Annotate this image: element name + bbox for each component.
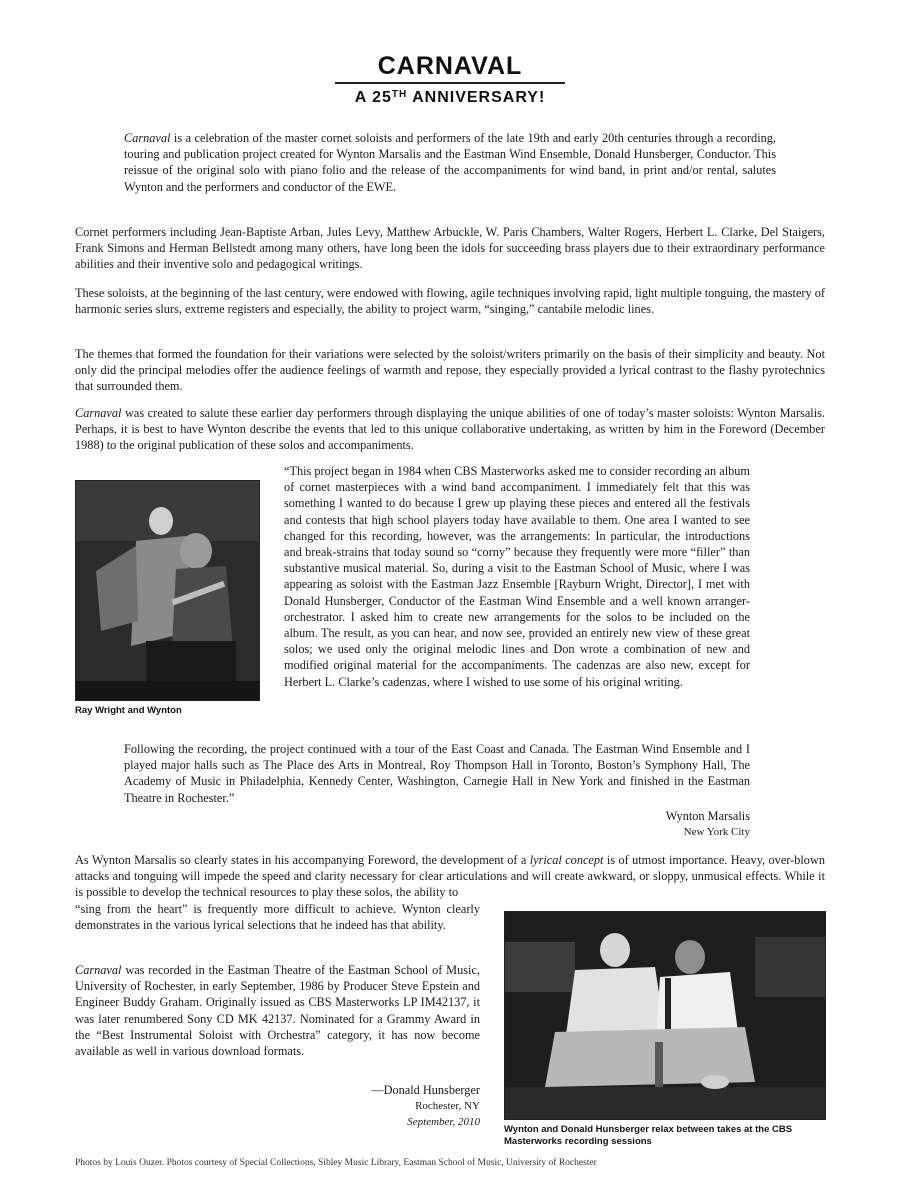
paragraph-lyrical-concept — [75, 852, 825, 901]
c2-text: was recorded in the Eastman Theatre of the Eastman School of Music, University of Rochester, in early September, 1986 by Producer Steve Epstein and Engineer Buddy Graham. Originally issued as CBS Masterworks LP IM42137, it was later renumbered Sony CD MK 42137. Nominated for a Grammy Award in the “Best Instrumental Soloist with Orchestra” category, it has now become available as well in various download formats. — [75, 963, 480, 1059]
subtitle-prefix: A 25 — [354, 89, 392, 106]
page-title: CARNAVAL — [377, 52, 523, 80]
page-subtitle — [0, 89, 900, 107]
closing-signature-date: September, 2010 — [407, 1116, 480, 1129]
photo-ray-wright-and-wynton — [75, 480, 260, 701]
subtitle-suffix: ANNIVERSARY! — [407, 89, 546, 106]
photo1-caption: Ray Wright and Wynton — [75, 705, 182, 716]
paragraph-soloists: These soloists, at the beginning of the last century, were endowed with flowing, agile techniques involving rapid, light multiple tonguing, the mastery of harmonic series slurs, extreme registers and especially, the ability to project warm, “singing,” cantabile melodic lines. — [75, 286, 825, 317]
quote-paragraph-2: Following the recording, the project continued with a tour of the East Coast and Canada. The Eastman Wind Ensemble and I played major halls such as The Place des Arts in Montreal, Roy Thompson Hall in Toronto, Boston’s Symphony Hall, The Academy of Music in Philadelphia, Kennedy Center, Washington, Carnegie Hall in New York and finished in the Eastman Theatre in Rochester.” — [124, 742, 750, 805]
quote-paragraph-1: “This project began in 1984 when CBS Masterworks asked me to consider recording an album of cornet masterpieces with a wind band accompaniment. I immediately felt that this was something I wanted to do because I grew up playing these pieces and entered all the festivals and contests that high school players today have available to them. One area I wanted to see changed for this recording, however, was the arrangements: In particular, the introductions and break-strains that today sound so “corny” because they frequently were more “filler” than substantive musical material. So, during a visit to the Eastman School of Music, where I was appearing as soloist with the Eastman Jazz Ensemble [Rayburn Wright, Director], I met with Donald Hunsberger, Conductor of the Eastman Wind Ensemble and a well known arranger-orchestrator. I asked him to create new arrangements for the solos to be included on the album. The result, as you can hear, and now see, provided an entirely new view of these great solos; we used only the original melodic lines and Don wrote a combination of new and modified original material for the accompaniments. The cadenzas are also new, except for Herbert L. Clarke’s cadenzas, where I wished to use some of his original writing. — [284, 464, 750, 689]
title-divider — [335, 82, 565, 84]
photo2-caption: Wynton and Donald Hunsberger relax between takes at the CBS Masterworks recording sessions — [504, 1124, 793, 1147]
paragraph-recording-details — [75, 962, 480, 1059]
photo-hunsberger-image — [505, 912, 825, 1119]
paragraph-sing-from-heart: “sing from the heart” is frequently more difficult to achieve. Wynton clearly demonstrates in the various lyrical selections that he indeed has that ability. — [75, 902, 480, 933]
closing-signature — [280, 1082, 480, 1131]
subtitle-superscript: TH — [391, 89, 408, 100]
c1-italic: lyrical concept — [529, 853, 604, 867]
paragraph-cornet-performers: Cornet performers including Jean-Baptiste Arban, Jules Levy, Matthew Arbuckle, W. Paris Chambers, Walter Rogers, Herbert L. Clarke, Del Staigers, Frank Simons and Herman Bellstedt among many others, have long been the idols for succeeding brass players due to their extraordinary performance abilities and their inventive solo and pedagogical writings. — [75, 225, 825, 272]
quote-signature-place: New York City — [683, 826, 750, 839]
p4-italic-title: Carnaval — [75, 406, 122, 420]
c2-italic-title: Carnaval — [75, 963, 122, 977]
p4-text: was created to salute these earlier day performers through displaying the unique abilities of one of today’s master soloists: Wynton Marsalis. Perhaps, it is best to have Wynton describe the events that led to this unique collaborative undertaking, as written by him in the Foreword (December 1988) to the original publication of these solos and accompaniments. — [75, 406, 825, 453]
intro-paragraph — [124, 130, 776, 195]
intro-italic-title: Carnaval — [124, 131, 171, 145]
quote-signature — [550, 808, 750, 840]
intro-text: is a celebration of the master cornet soloists and performers of the late 19th and early 20th centuries through a recording, touring and publication project created for Wynton Marsalis and the Eastman Wind Ensemble, Donald Hunsberger, Conductor. This reissue of the original solo with piano folio and the release of the accompaniments for wind band, in print and/or rental, salutes Wynton and the performers and conductor of the EWE. — [124, 131, 776, 194]
photo-ray-wright-image — [76, 481, 259, 700]
c1-text-b: is of utmost importance. Heavy, over-blown attacks and tonguing will impede the speed and clarity necessary for clear articulations and will create awkward, or sloppy, unmusical effects. While it is possible to develop the technical resources to play these solos, the ability to — [75, 853, 825, 900]
closing-signature-name: —Donald Hunsberger — [371, 1083, 480, 1097]
photo-credits: Photos by Louis Ouzer. Photos courtesy of Special Collections, Sibley Music Library, Eastman School of Music, University of Rochester — [75, 1158, 597, 1168]
paragraph-carnaval-salute — [75, 405, 825, 454]
c1-text-a: As Wynton Marsalis so clearly states in his accompanying Foreword, the development of a — [75, 853, 530, 867]
paragraph-themes: The themes that formed the foundation for their variations were selected by the soloist/writers primarily on the basis of their simplicity and beauty. Not only did the principal melodies offer the audience feelings of warmth and repose, they especially provided a lyrical contrast to the flashy pyrotechnics that surrounded them. — [75, 347, 825, 394]
quote-signature-name: Wynton Marsalis — [665, 809, 750, 823]
closing-signature-place: Rochester, NY — [415, 1100, 480, 1113]
photo-wynton-and-hunsberger — [504, 911, 826, 1120]
